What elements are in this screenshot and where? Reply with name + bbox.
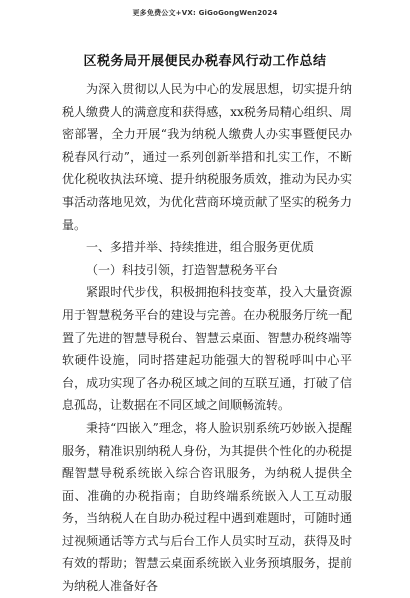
body-paragraph: 秉持“四嵌入”理念，将人脸识别系统巧妙嵌入提醒服务，精准识别纳税人身份，为其提供个性化的办税提醒智慧导税系统嵌入综合咨讯服务，为纳税人提供全面、准确的办税指南；自助终端系统嵌入人工互动服务，当纳税人在自助办税过程中遇到难题时，可随时通过视频通话等方式与后台工作人员实时互动，获得及时有效的帮助；智慧云桌面系统嵌入业务预填服务，提前为纳税人准备好各 xyxy=(62,420,352,594)
header-note: 更多免费公文+VX: GiGoGongWen2024 xyxy=(132,9,278,17)
body-paragraph: 紧跟时代步伐，积极拥抱科技变革，投入大量资源用于智慧税务平台的建设与完善。在办税服务厅统一配置了先进的智慧导税台、智慧云桌面、智慧办税终端等软硬件设施，同时搭建起功能强大的智税呼叫中心平台，成功实现了各办税区域之间的互联互通，打破了信息孤岛，让数据在不同区域之间顺畅流转。 xyxy=(62,285,352,413)
intro-paragraph: 为深入贯彻以人民为中心的发展思想，切实提升纳税人缴费人的满意度和获得感，xx税务局精心组织、周密部署，全力开展“我为纳税人缴费人办实事暨便民办税春风行动”，通过一系列创新举措和扎实工作，不断优化税收执法环境、提升纳税服务质效，推动为民办实事活动落地见效，为优化营商环境贡献了坚实的税务力量。 xyxy=(62,82,352,232)
subsection-heading: （一）科技引领，打造智慧税务平台 xyxy=(86,262,279,277)
section-heading: 一、多措并举、持续推进，组合服务更优质 xyxy=(86,240,315,255)
document-body xyxy=(62,78,352,598)
document-title: 区税务局开展便民办税春风行动工作总结 xyxy=(83,54,327,69)
